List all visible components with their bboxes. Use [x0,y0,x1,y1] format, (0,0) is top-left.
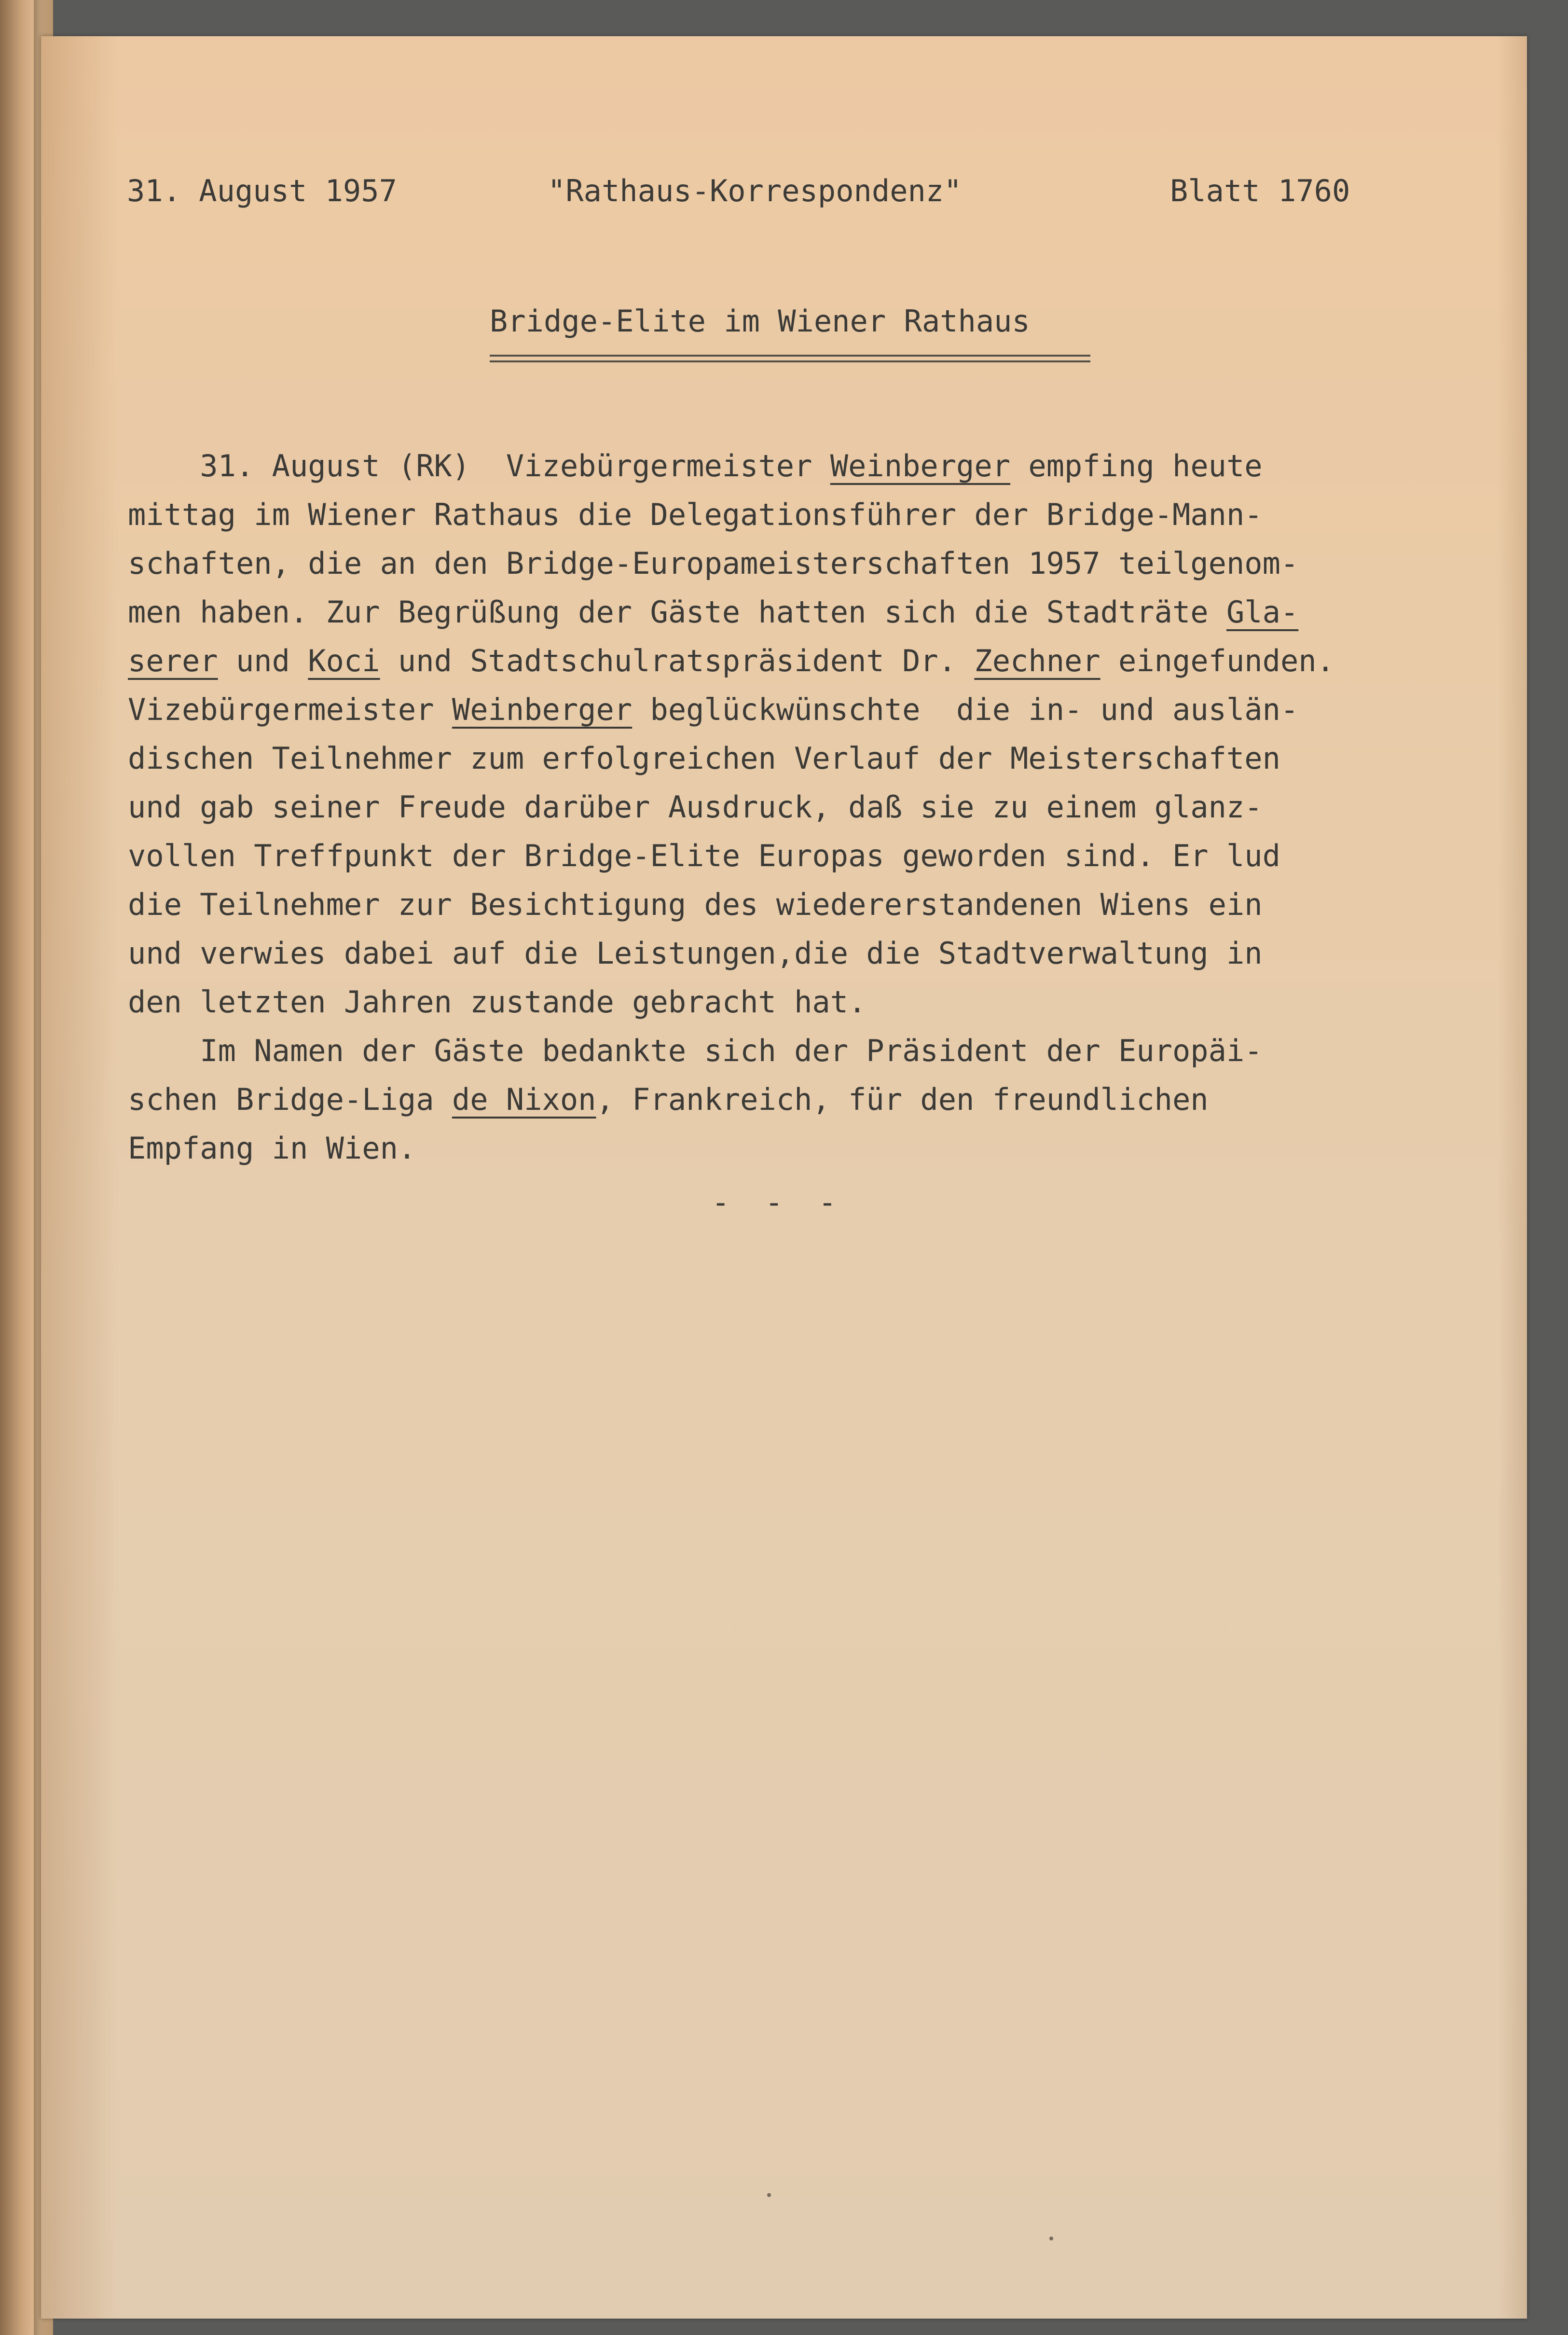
text-run: empfing heute [1010,448,1263,484]
underlined-name: serer [128,643,218,678]
title-double-rule [490,355,1090,364]
text-line [128,442,1503,490]
underlined-name: Weinberger [452,692,633,727]
text-run: men haben. Zur Begrüßung der Gäste hatten sich die Stadträte [128,594,1226,630]
text-line [128,831,1503,880]
text-run: und gab seiner Freude darüber Ausdruck, daß sie zu einem glanz- [128,789,1263,825]
underlined-name: de Nixon [452,1082,596,1117]
text-line [128,1124,1503,1173]
text-run: schen Bridge-Liga [128,1082,452,1117]
text-line [128,978,1503,1026]
text-run: die Teilnehmer zur Besichtigung des wiedererstandenen Wiens ein [128,887,1263,922]
text-line [128,1075,1503,1124]
text-run: Im Namen der Gäste bedankte sich der Präsident der Europäi- [128,1033,1263,1068]
text-run: beglückwünschte die in- und auslän- [632,692,1299,727]
text-run: , Frankreich, für den freundlichen [596,1082,1209,1117]
header-date: 31. August 1957 [127,173,397,208]
underlined-name: Weinberger [830,448,1011,484]
text-line [128,636,1503,685]
text-line [128,734,1503,783]
header-publication: "Rathaus-Korrespondenz" [548,173,962,208]
text-run: und [218,643,308,678]
text-run: vollen Treffpunkt der Bridge-Elite Europas geworden sind. Er lud [128,838,1280,873]
text-run: den letzten Jahren zustande gebracht hat. [128,984,867,1020]
text-line [128,929,1503,978]
article-title: Bridge-Elite im Wiener Rathaus [490,304,1030,339]
text-line [128,783,1503,831]
document-page [41,36,1527,2319]
text-line [128,588,1503,636]
text-run: und Stadtschulratspräsident Dr. [380,643,975,678]
text-line [128,880,1503,929]
article-body [128,442,1503,1173]
closing-mark: - - - [712,1185,845,1220]
header-sheet-number: Blatt 1760 [1170,173,1350,208]
paragraph-1 [128,442,1503,1026]
paragraph-2 [128,1026,1503,1173]
text-run: eingefunden. [1100,643,1334,678]
text-line [128,539,1503,588]
paper-speck [767,2193,771,2197]
text-line [128,685,1503,734]
text-line [128,1026,1503,1075]
text-run: schaften, die an den Bridge-Europameisterschaften 1957 teilgenom- [128,546,1299,581]
text-run: dischen Teilnehmer zum erfolgreichen Verlauf der Meisterschaften [128,741,1280,776]
underlined-name: Zechner [974,643,1100,678]
text-run: Empfang in Wien. [128,1131,416,1166]
text-run: und verwies dabei auf die Leistungen,die die Stadtverwaltung in [128,936,1263,971]
text-run: mittag im Wiener Rathaus die Delegationsführer der Bridge-Mann- [128,497,1263,532]
underlined-name: Gla- [1226,594,1299,630]
text-line [128,490,1503,539]
paper-speck [1049,2237,1053,2240]
text-run: Vizebürgermeister [128,692,452,727]
underlined-name: Koci [308,643,380,678]
text-run: 31. August (RK) Vizebürgermeister [128,448,830,484]
